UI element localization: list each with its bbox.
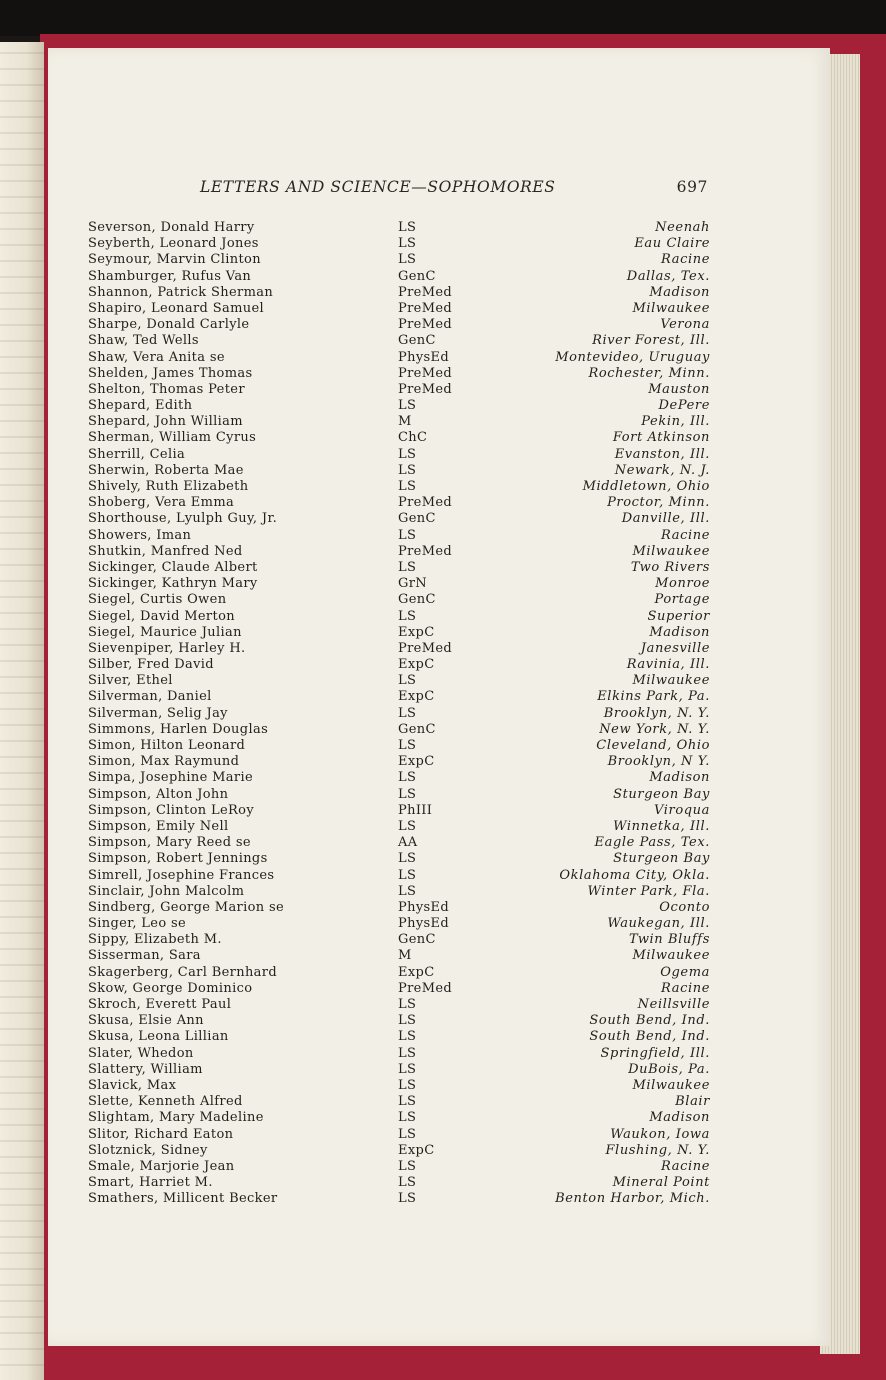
course-code: LS xyxy=(398,673,417,689)
hometown: Two Rivers xyxy=(630,559,710,575)
hometown: Oklahoma City, Okla. xyxy=(559,867,710,883)
roster-entry xyxy=(88,657,710,673)
roster-entry xyxy=(88,1078,710,1094)
hometown: Mauston xyxy=(648,381,710,397)
roster-entry xyxy=(88,1110,710,1126)
course-code: GenC xyxy=(398,932,436,948)
student-name: Sinclair, John Malcolm xyxy=(88,883,245,899)
hometown: Janesville xyxy=(640,640,710,656)
course-code: PreMed xyxy=(398,495,453,511)
student-name: Shaw, Vera Anita se xyxy=(88,349,225,365)
course-code: LS xyxy=(398,1077,417,1093)
student-name: Simpson, Alton John xyxy=(88,786,229,802)
page-number: 697 xyxy=(676,178,708,196)
hometown: Montevideo, Uruguay xyxy=(555,349,710,365)
student-name: Sippy, Elizabeth M. xyxy=(88,932,222,948)
student-name: Sisserman, Sara xyxy=(88,948,201,964)
hometown: South Bend, Ind. xyxy=(589,1013,710,1029)
student-name: Shelden, James Thomas xyxy=(88,365,253,381)
roster-entry xyxy=(88,1191,710,1207)
course-code: ExpC xyxy=(398,1142,435,1158)
course-code: PreMed xyxy=(398,284,453,300)
course-code: GenC xyxy=(398,592,436,608)
student-name: Skroch, Everett Paul xyxy=(88,997,232,1012)
hometown: Ravinia, Ill. xyxy=(626,657,710,673)
course-code: LS xyxy=(398,398,417,414)
course-code: LS xyxy=(398,1191,417,1207)
student-name: Seymour, Marvin Clinton xyxy=(88,252,261,268)
hometown: Madison xyxy=(649,284,710,300)
hometown: Milwaukee xyxy=(632,300,710,316)
student-name: Shively, Ruth Elizabeth xyxy=(88,479,249,494)
hometown: Evanston, Ill. xyxy=(614,446,710,462)
student-name: Silverman, Selig Jay xyxy=(88,705,228,721)
hometown: DuBois, Pa. xyxy=(628,1061,710,1077)
student-name: Sharpe, Donald Carlyle xyxy=(88,317,250,333)
course-code: PreMed xyxy=(398,300,453,316)
roster-entry xyxy=(88,414,710,430)
course-code: GenC xyxy=(398,268,436,284)
course-code: LS xyxy=(398,236,417,252)
course-code: LS xyxy=(398,705,417,721)
course-code: GrN xyxy=(398,576,428,592)
roster-entry xyxy=(88,997,710,1013)
course-code: GenC xyxy=(398,511,436,527)
student-name: Simon, Max Raymund xyxy=(88,754,240,770)
student-name: Shelton, Thomas Peter xyxy=(88,381,245,397)
hometown: DePere xyxy=(658,398,710,414)
course-code: LS xyxy=(398,608,417,624)
roster-entry xyxy=(88,641,710,657)
roster-entry xyxy=(88,932,710,948)
course-code: LS xyxy=(398,1061,417,1077)
student-name: Severson, Donald Harry xyxy=(88,220,255,235)
facing-page-edge xyxy=(0,42,44,1380)
student-name: Slightam, Mary Madeline xyxy=(88,1110,264,1126)
student-name: Sherman, William Cyrus xyxy=(88,430,257,446)
roster-entry xyxy=(88,495,710,511)
student-name: Shepard, Edith xyxy=(88,398,193,414)
student-name: Shutkin, Manfred Ned xyxy=(88,543,243,559)
student-name: Shoberg, Vera Emma xyxy=(88,495,235,511)
hometown: Winnetka, Ill. xyxy=(613,818,710,834)
student-name: Siegel, Maurice Julian xyxy=(88,624,242,640)
hometown: Middletown, Ohio xyxy=(582,479,710,494)
course-code: PhysEd xyxy=(398,349,450,365)
course-code: LS xyxy=(398,462,417,478)
hometown: Superior xyxy=(647,608,710,624)
student-name: Siegel, Curtis Owen xyxy=(88,592,227,608)
course-code: ExpC xyxy=(398,657,435,673)
course-code: LS xyxy=(398,1126,417,1142)
student-name: Showers, Iman xyxy=(88,527,192,543)
course-code: LS xyxy=(398,738,417,753)
student-name: Sievenpiper, Harley H. xyxy=(88,640,246,656)
course-code: GenC xyxy=(398,721,436,737)
hometown: Eau Claire xyxy=(634,236,710,252)
hometown: Racine xyxy=(661,252,710,268)
hometown: Rochester, Minn. xyxy=(588,365,710,381)
roster-entry xyxy=(88,1159,710,1175)
student-name: Smart, Harriet M. xyxy=(88,1175,213,1191)
course-code: LS xyxy=(398,1158,417,1174)
hometown: Blair xyxy=(675,1094,710,1110)
course-code: AA xyxy=(398,835,418,851)
course-code: LS xyxy=(398,818,417,834)
course-code: PreMed xyxy=(398,365,453,381)
roster-entry xyxy=(88,333,710,349)
course-code: LS xyxy=(398,1110,417,1126)
hometown: Milwaukee xyxy=(632,1077,710,1093)
student-name: Sindberg, George Marion se xyxy=(88,899,285,915)
roster-entry xyxy=(88,285,710,301)
course-code: LS xyxy=(398,220,417,235)
roster-entry xyxy=(88,560,710,576)
student-name: Simpson, Robert Jennings xyxy=(88,851,268,867)
student-name: Smathers, Millicent Becker xyxy=(88,1191,278,1207)
course-code: LS xyxy=(398,446,417,462)
hometown: Madison xyxy=(649,624,710,640)
hometown: Milwaukee xyxy=(632,673,710,689)
hometown: Cleveland, Ohio xyxy=(596,738,710,753)
roster-entry xyxy=(88,544,710,560)
roster-entry xyxy=(88,592,710,608)
course-code: PreMed xyxy=(398,317,453,333)
book-cover-top xyxy=(0,0,886,36)
student-name: Simmons, Harlen Douglas xyxy=(88,721,269,737)
roster-entry xyxy=(88,1062,710,1078)
hometown: Flushing, N. Y. xyxy=(605,1142,710,1158)
roster-entry xyxy=(88,738,710,754)
student-name: Skusa, Elsie Ann xyxy=(88,1013,204,1029)
hometown: Milwaukee xyxy=(632,543,710,559)
roster-entry xyxy=(88,447,710,463)
roster-entry xyxy=(88,430,710,446)
student-name: Sickinger, Kathryn Mary xyxy=(88,576,258,592)
course-code: ExpC xyxy=(398,754,435,770)
roster-entry xyxy=(88,220,710,236)
facing-page-text-fragments xyxy=(0,42,44,1380)
roster-entry xyxy=(88,463,710,479)
hometown: Oconto xyxy=(659,899,710,915)
roster-entry xyxy=(88,576,710,592)
student-name: Simpson, Clinton LeRoy xyxy=(88,802,255,818)
course-code: LS xyxy=(398,479,417,494)
roster-entry xyxy=(88,625,710,641)
student-name: Slater, Whedon xyxy=(88,1045,194,1061)
hometown: Newark, N. J. xyxy=(614,462,710,478)
student-name: Sickinger, Claude Albert xyxy=(88,559,258,575)
student-name: Seyberth, Leonard Jones xyxy=(88,236,259,252)
hometown: Brooklyn, N Y. xyxy=(607,754,710,770)
hometown: Verona xyxy=(660,317,710,333)
roster-entry xyxy=(88,317,710,333)
hometown: Danville, Ill. xyxy=(621,511,710,527)
course-code: PhysEd xyxy=(398,899,450,915)
course-code: LS xyxy=(398,1029,417,1045)
roster-entry xyxy=(88,981,710,997)
course-code: PreMed xyxy=(398,381,453,397)
roster-entry xyxy=(88,1127,710,1143)
course-code: LS xyxy=(398,786,417,802)
course-code: LS xyxy=(398,252,417,268)
roster-entry xyxy=(88,1143,710,1159)
hometown: Waukon, Iowa xyxy=(610,1126,710,1142)
course-code: LS xyxy=(398,1013,417,1029)
hometown: Racine xyxy=(661,980,710,996)
roster-entry xyxy=(88,948,710,964)
student-name: Slette, Kenneth Alfred xyxy=(88,1094,243,1110)
course-code: LS xyxy=(398,527,417,543)
student-name: Singer, Leo se xyxy=(88,916,187,932)
hometown: Dallas, Tex. xyxy=(626,268,710,284)
course-code: LS xyxy=(398,559,417,575)
roster-entry xyxy=(88,689,710,705)
section-title: LETTERS AND SCIENCE—SOPHOMORES xyxy=(200,178,556,196)
hometown: New York, N. Y. xyxy=(599,721,710,737)
roster-entry xyxy=(88,770,710,786)
hometown: Sturgeon Bay xyxy=(613,786,710,802)
course-code: LS xyxy=(398,1175,417,1191)
student-name: Silverman, Daniel xyxy=(88,689,212,705)
hometown: Madison xyxy=(649,1110,710,1126)
hometown: Pekin, Ill. xyxy=(641,414,710,430)
student-name: Simpa, Josephine Marie xyxy=(88,770,254,786)
hometown: Benton Harbor, Mich. xyxy=(555,1191,710,1207)
student-name: Skow, George Dominico xyxy=(88,980,253,996)
student-name: Siegel, David Merton xyxy=(88,608,235,624)
hometown: Monroe xyxy=(655,576,710,592)
roster-entry xyxy=(88,528,710,544)
student-name: Shaw, Ted Wells xyxy=(88,333,199,349)
hometown: Viroqua xyxy=(653,802,710,818)
hometown: Winter Park, Fla. xyxy=(587,883,710,899)
course-code: M xyxy=(398,414,412,430)
roster-entry xyxy=(88,706,710,722)
roster-entry xyxy=(88,1029,710,1045)
roster-entry xyxy=(88,398,710,414)
roster-entry xyxy=(88,609,710,625)
hometown: Milwaukee xyxy=(632,948,710,964)
student-name: Silver, Ethel xyxy=(88,673,173,689)
course-code: LS xyxy=(398,867,417,883)
student-name: Skusa, Leona Lillian xyxy=(88,1029,229,1045)
roster-entry xyxy=(88,382,710,398)
hometown: Neillsville xyxy=(637,997,710,1012)
hometown: Proctor, Minn. xyxy=(607,495,710,511)
course-code: M xyxy=(398,948,412,964)
hometown: Springfield, Ill. xyxy=(600,1045,710,1061)
roster-entry xyxy=(88,916,710,932)
hometown: Mineral Point xyxy=(612,1175,710,1191)
course-code: PreMed xyxy=(398,543,453,559)
student-name: Slavick, Max xyxy=(88,1077,177,1093)
roster-entry xyxy=(88,965,710,981)
roster-entry xyxy=(88,1175,710,1191)
hometown: Neenah xyxy=(655,220,710,235)
course-code: LS xyxy=(398,997,417,1012)
student-name: Shepard, John William xyxy=(88,414,243,430)
roster-entry xyxy=(88,803,710,819)
roster-entry xyxy=(88,1094,710,1110)
course-code: ExpC xyxy=(398,689,435,705)
hometown: River Forest, Ill. xyxy=(592,333,710,349)
running-head xyxy=(200,178,720,200)
student-name: Silber, Fred David xyxy=(88,657,214,673)
roster-entry xyxy=(88,835,710,851)
roster-entry xyxy=(88,900,710,916)
roster-entry xyxy=(88,884,710,900)
roster-entry xyxy=(88,479,710,495)
hometown: Eagle Pass, Tex. xyxy=(594,835,710,851)
course-code: PhysEd xyxy=(398,916,450,932)
student-name: Shannon, Patrick Sherman xyxy=(88,284,274,300)
hometown: Fort Atkinson xyxy=(612,430,710,446)
student-name: Smale, Marjorie Jean xyxy=(88,1158,235,1174)
hometown: Racine xyxy=(661,1158,710,1174)
course-code: ExpC xyxy=(398,964,435,980)
course-code: PreMed xyxy=(398,980,453,996)
course-code: LS xyxy=(398,883,417,899)
hometown: Sturgeon Bay xyxy=(613,851,710,867)
student-name: Slitor, Richard Eaton xyxy=(88,1126,234,1142)
roster-entry xyxy=(88,366,710,382)
roster-entry xyxy=(88,236,710,252)
roster-entry xyxy=(88,819,710,835)
student-name: Shapiro, Leonard Samuel xyxy=(88,300,265,316)
hometown: South Bend, Ind. xyxy=(589,1029,710,1045)
roster-entry xyxy=(88,851,710,867)
hometown: Racine xyxy=(661,527,710,543)
course-code: GenC xyxy=(398,333,436,349)
student-name: Slattery, William xyxy=(88,1061,203,1077)
course-code: ChC xyxy=(398,430,428,446)
course-code: LS xyxy=(398,1094,417,1110)
hometown: Waukegan, Ill. xyxy=(607,916,710,932)
roster-entry xyxy=(88,787,710,803)
hometown: Elkins Park, Pa. xyxy=(597,689,710,705)
course-code: ExpC xyxy=(398,624,435,640)
student-name: Simpson, Mary Reed se xyxy=(88,835,251,851)
course-code: LS xyxy=(398,770,417,786)
roster-entry xyxy=(88,1046,710,1062)
roster-entry xyxy=(88,868,710,884)
student-name: Simpson, Emily Nell xyxy=(88,818,229,834)
roster-entry xyxy=(88,269,710,285)
roster-entry xyxy=(88,673,710,689)
hometown: Portage xyxy=(654,592,710,608)
course-code: PreMed xyxy=(398,640,453,656)
hometown: Ogema xyxy=(660,964,710,980)
student-name: Slotznick, Sidney xyxy=(88,1142,208,1158)
roster-entry xyxy=(88,1013,710,1029)
roster-entry xyxy=(88,301,710,317)
roster-entry xyxy=(88,252,710,268)
hometown: Twin Bluffs xyxy=(629,932,710,948)
student-name: Skagerberg, Carl Bernhard xyxy=(88,964,278,980)
course-code: LS xyxy=(398,1045,417,1061)
roster-entry xyxy=(88,350,710,366)
student-roster xyxy=(88,220,710,1207)
student-name: Sherrill, Celia xyxy=(88,446,186,462)
student-name: Shamburger, Rufus Van xyxy=(88,268,252,284)
roster-entry xyxy=(88,722,710,738)
hometown: Madison xyxy=(649,770,710,786)
course-code: PhIII xyxy=(398,802,433,818)
hometown: Brooklyn, N. Y. xyxy=(603,705,710,721)
roster-entry xyxy=(88,511,710,527)
course-code: LS xyxy=(398,851,417,867)
student-name: Shorthouse, Lyulph Guy, Jr. xyxy=(88,511,278,527)
student-name: Sherwin, Roberta Mae xyxy=(88,462,244,478)
roster-entry xyxy=(88,754,710,770)
student-name: Simrell, Josephine Frances xyxy=(88,867,275,883)
student-name: Simon, Hilton Leonard xyxy=(88,738,246,753)
